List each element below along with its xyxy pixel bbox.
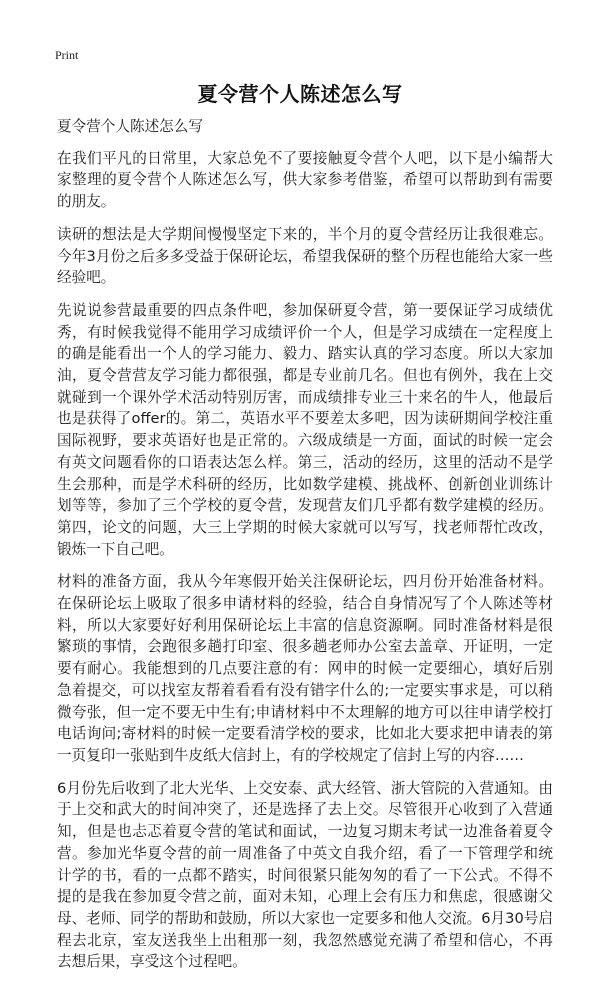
- document-body: [57, 116, 553, 984]
- paragraph-camp-notices: 6月份先后收到了北大光华、上交安泰、武大经管、浙大管院的入营通知。由于上交和武大的时间冲突了，还是选择了去上交。尽管很开心收到了入营通知，但是也忐忑着夏令营的笔试和面试，一边复习期末考试一边准备着夏令营。参加光华夏令营的前一周准备了中英文自我介绍，看了一下管理学和统计学的书，看的一点都不踏实，时间很紧只能匆匆的看了一下公式。不得不提的是我在参加夏令营之前，面对未知，心理上会有压力和焦虑，很感谢父母、老师、同学的帮助和鼓励，所以大家也一定要多和他人交流。6月30号启程去北京，室友送我坐上出租那一刻，我忽然感觉充满了希望和信心，不再去想后果，享受这个过程吧。: [57, 779, 553, 971]
- paragraph-conditions: 先说说参营最重要的四点条件吧，参加保研夏令营，第一要保证学习成绩优秀，有时候我觉得不能用学习成绩评价一个人，但是学习成绩在一定程度上的确是能看出一个人的学习能力、毅力、踏实认真的学习态度。所以大家加油，夏令营营友学习能力都很强，都是专业前几名。但也有例外，我在上交就碰到一个课外学术活动特别厉害，而成绩排专业三十来名的牛人，他最后也是获得了offer的。第二，英语水平不要差太多吧，因为读研期间学校注重国际视野，要求英语好也是正常的。六级成绩是一方面，面试的时候一定会有英文问题看你的口语表达怎么样。第三，活动的经历，这里的活动不是学生会那种，而是学术科研的经历，比如数学建模、挑战杯、创新创业训练计划等等，参加了三个学校的夏令营，发现营友们几乎都有数学建模的经历。第四，论文的问题，大三上学期的时候大家就可以写写，找老师帮忙改改，锻炼一下自己吧。: [57, 301, 553, 558]
- print-label: Print: [55, 48, 79, 62]
- document-title: 夏令营个人陈述怎么写: [197, 82, 403, 106]
- paragraph-intro: 在我们平凡的日常里，大家总免不了要接触夏令营个人吧，以下是小编帮大家整理的夏令营个人陈述怎么写，供大家参考借鉴，希望可以帮助到有需要的朋友。: [57, 149, 553, 211]
- document-subtitle: 夏令营个人陈述怎么写: [57, 118, 203, 135]
- paragraph-motivation: 读研的想法是大学期间慢慢坚定下来的，半个月的夏令营经历让我很难忘。今年3月份之后多多受益于保研论坛，希望我保研的整个历程也能给大家一些经验吧。: [57, 225, 553, 287]
- paragraph-materials: 材料的准备方面，我从今年寒假开始关注保研论坛，四月份开始准备材料。在保研论坛上吸取了很多申请材料的经验，结合自身情况写了个人陈述等材料，所以大家要好好利用保研论坛上丰富的信息资源啊。同时准备材料是很繁琐的事情，会跑很多趟打印室、很多趟老师办公室去盖章、开证明，一定要有耐心。我能想到的几点要注意的有：网申的时候一定要细心，填好后别急着提交，可以找室友帮着看看有没有错字什么的;一定要实事求是，可以稍微夸张，但一定不要无中生有;申请材料中不太理解的地方可以往申请学校打电话询问;寄材料的时候一定要看清学校的要求，比如北大要求把申请表的第一页复印一张贴到牛皮纸大信封上，有的学校规定了信封上写的内容……: [57, 573, 553, 764]
